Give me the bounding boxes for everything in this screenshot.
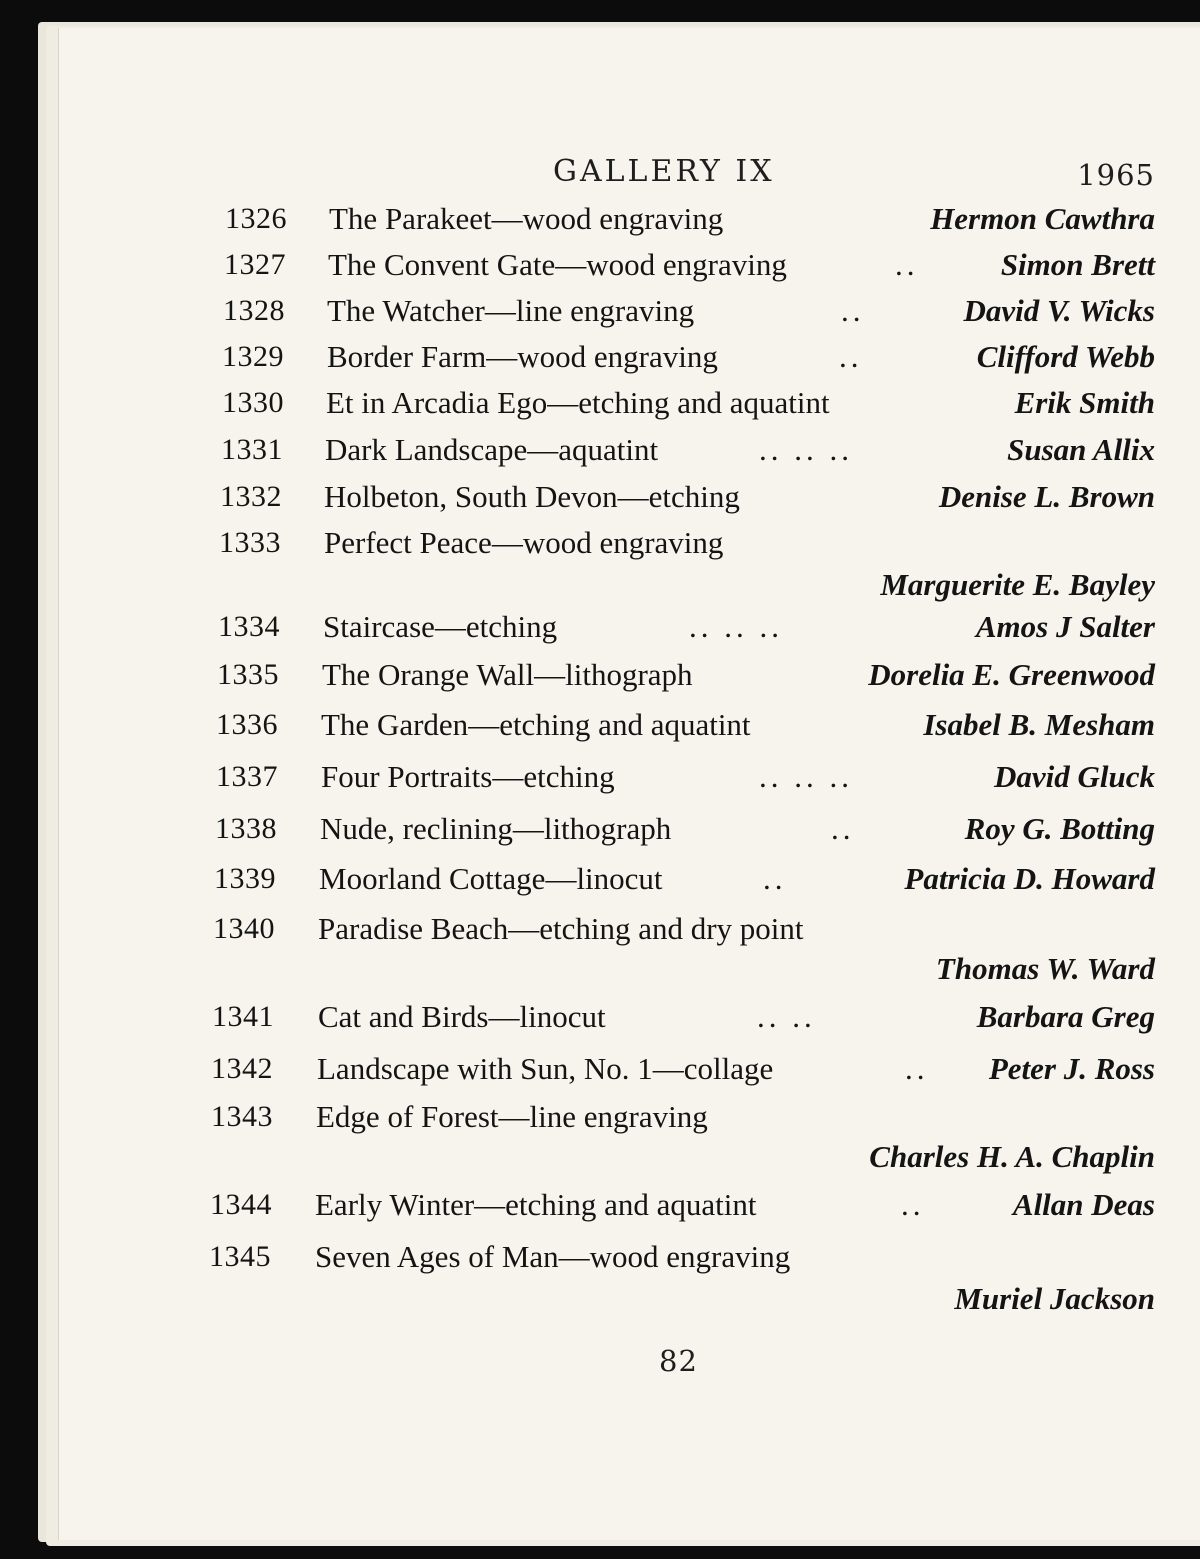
entry-title: Paradise Beach—etching and dry point xyxy=(318,911,804,946)
entry-artist: Clifford Webb xyxy=(976,339,1155,374)
entry-artist: Dorelia E. Greenwood xyxy=(868,657,1155,692)
catalogue-entry xyxy=(59,702,1155,748)
entry-number: 1339 xyxy=(214,862,276,895)
catalogue-entry xyxy=(59,652,1155,698)
entry-number: 1337 xyxy=(216,760,278,793)
entry-medium: —line engraving xyxy=(484,293,695,328)
entry-title: Seven Ages of Man—wood engraving xyxy=(315,1239,791,1274)
entry-number: 1342 xyxy=(211,1052,273,1085)
running-title: GALLERY IX xyxy=(553,154,775,189)
entry-artist: Erik Smith xyxy=(1014,385,1155,420)
leader-dots: .. .. xyxy=(757,999,816,1034)
catalogue-entry-continuation xyxy=(59,1134,1155,1180)
entry-artist: Barbara Greg xyxy=(976,999,1155,1034)
entry-title: The Watcher—line engraving xyxy=(327,293,695,328)
entry-artist: Isabel B. Mesham xyxy=(923,707,1155,742)
catalogue-entry xyxy=(59,1046,1155,1092)
entry-title: Border Farm—wood engraving xyxy=(327,339,718,374)
entry-title: The Orange Wall—lithograph xyxy=(322,657,693,692)
entry-number: 1341 xyxy=(212,1000,274,1033)
entry-title: The Garden—etching and aquatint xyxy=(321,707,751,742)
year: 1965 xyxy=(1077,158,1155,192)
page-number: 82 xyxy=(659,1344,698,1378)
entry-title: Holbeton, South Devon—etching xyxy=(324,479,740,514)
entry-title: Landscape with Sun, No. 1—collage xyxy=(317,1051,774,1086)
catalogue-entry-continuation xyxy=(59,562,1155,608)
entry-number: 1331 xyxy=(221,433,283,466)
leader-dots: .. .. .. xyxy=(689,609,783,644)
entry-medium: —wood engraving xyxy=(555,247,787,282)
entry-artist: Hermon Cawthra xyxy=(930,201,1155,236)
entry-medium: —etching and aquatint xyxy=(547,385,830,420)
entry-number: 1336 xyxy=(216,708,278,741)
entry-medium: —wood engraving xyxy=(491,525,724,560)
entry-artist: Allan Deas xyxy=(1012,1187,1155,1222)
catalogue-entry-continuation xyxy=(59,946,1155,992)
entry-medium: —lithograph xyxy=(512,811,672,846)
catalogue-entry xyxy=(59,474,1155,520)
entry-medium: —wood engraving xyxy=(486,339,718,374)
entry-artist: Susan Allix xyxy=(1007,432,1155,467)
entry-title: Dark Landscape—aquatint xyxy=(325,432,659,467)
entry-title: Staircase—etching xyxy=(323,609,558,644)
catalogue-entry xyxy=(59,288,1155,334)
entry-artist: Muriel Jackson xyxy=(954,1281,1155,1316)
catalogue-entry xyxy=(59,242,1155,288)
entry-number: 1329 xyxy=(222,340,284,373)
entry-number: 1338 xyxy=(215,812,277,845)
entry-artist: Simon Brett xyxy=(1000,247,1155,282)
entry-artist: Amos J Salter xyxy=(975,609,1155,644)
entry-title: Cat and Birds—linocut xyxy=(318,999,606,1034)
catalogue-entry xyxy=(59,1182,1155,1228)
entry-title: Four Portraits—etching xyxy=(321,759,615,794)
entry-artist: Thomas W. Ward xyxy=(935,951,1155,986)
leader-dots: .. .. .. xyxy=(759,759,853,794)
entry-number: 1327 xyxy=(224,248,286,281)
entry-number: 1330 xyxy=(222,386,284,419)
leader-dots: .. xyxy=(901,1187,925,1222)
entry-number: 1343 xyxy=(211,1100,273,1133)
entry-medium: —etching and aquatint xyxy=(468,707,751,742)
entry-artist: Roy G. Botting xyxy=(964,811,1155,846)
catalogue-page xyxy=(58,28,1200,1540)
leader-dots: .. .. .. xyxy=(759,432,853,467)
entry-title: Early Winter—etching and aquatint xyxy=(315,1187,757,1222)
entry-medium: —collage xyxy=(652,1051,774,1086)
catalogue-entry xyxy=(59,380,1155,426)
entry-medium: —etching and dry point xyxy=(508,911,804,946)
entry-number: 1344 xyxy=(210,1188,272,1221)
entry-artist: Marguerite E. Bayley xyxy=(880,567,1155,602)
entry-number: 1326 xyxy=(225,202,287,235)
entry-medium: —etching and aquatint xyxy=(474,1187,757,1222)
leader-dots: .. xyxy=(895,247,919,282)
leader-dots: .. xyxy=(841,293,865,328)
entry-artist: Patricia D. Howard xyxy=(904,861,1155,896)
catalogue-entry xyxy=(59,196,1155,242)
leader-dots: .. xyxy=(763,861,787,896)
entry-medium: —etching xyxy=(492,759,615,794)
entry-artist: Peter J. Ross xyxy=(988,1051,1155,1086)
entry-medium: —linocut xyxy=(488,999,606,1034)
catalogue-entry xyxy=(59,520,1155,566)
leader-dots: .. xyxy=(839,339,863,374)
catalogue-entry xyxy=(59,856,1155,902)
entry-number: 1333 xyxy=(219,526,281,559)
entry-title: Moorland Cottage—linocut xyxy=(319,861,663,896)
entry-number: 1340 xyxy=(213,912,275,945)
entry-number: 1335 xyxy=(217,658,279,691)
entries-list xyxy=(59,28,1200,1540)
entry-medium: —wood engraving xyxy=(558,1239,791,1274)
entry-title: The Convent Gate—wood engraving xyxy=(328,247,787,282)
catalogue-entry-continuation xyxy=(59,1276,1155,1322)
entry-artist: David Gluck xyxy=(993,759,1155,794)
catalogue-entry xyxy=(59,994,1155,1040)
entry-medium: —etching xyxy=(434,609,558,644)
entry-artist: David V. Wicks xyxy=(963,293,1155,328)
catalogue-entry xyxy=(59,334,1155,380)
entry-title: Edge of Forest—line engraving xyxy=(316,1099,708,1134)
catalogue-entry xyxy=(59,427,1155,473)
entry-number: 1328 xyxy=(223,294,285,327)
catalogue-entry xyxy=(59,806,1155,852)
entry-title: Nude, reclining—lithograph xyxy=(320,811,672,846)
entry-medium: —linocut xyxy=(545,861,663,896)
leader-dots: .. xyxy=(831,811,855,846)
catalogue-entry xyxy=(59,604,1155,650)
catalogue-entry xyxy=(59,754,1155,800)
entry-medium: —aquatint xyxy=(527,432,659,467)
entry-number: 1332 xyxy=(220,480,282,513)
leader-dots: .. xyxy=(905,1051,929,1086)
entry-medium: —etching xyxy=(617,479,740,514)
entry-number: 1334 xyxy=(218,610,280,643)
entry-title: The Parakeet—wood engraving xyxy=(329,201,724,236)
entry-medium: —line engraving xyxy=(498,1099,708,1134)
entry-number: 1345 xyxy=(209,1240,271,1273)
entry-medium: —lithograph xyxy=(534,657,693,692)
entry-medium: —wood engraving xyxy=(491,201,724,236)
entry-artist: Denise L. Brown xyxy=(938,479,1155,514)
entry-title: Et in Arcadia Ego—etching and aquatint xyxy=(326,385,830,420)
catalogue-entry xyxy=(59,1234,1155,1280)
entry-artist: Charles H. A. Chaplin xyxy=(869,1139,1155,1174)
entry-title: Perfect Peace—wood engraving xyxy=(324,525,724,560)
